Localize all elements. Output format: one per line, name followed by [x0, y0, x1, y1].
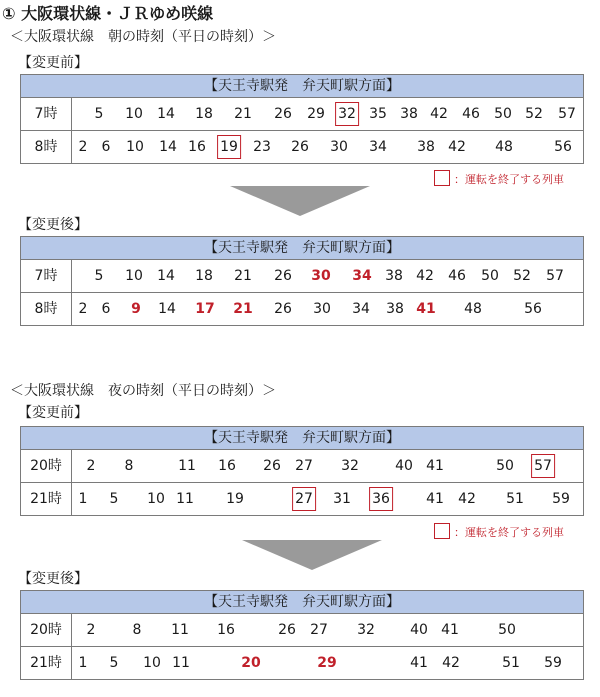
departure-time: 34 — [352, 301, 370, 317]
departure-time: 1 — [78, 491, 88, 507]
departure-time: 14 — [158, 301, 176, 317]
departure-time: 42 — [442, 655, 460, 671]
hour-label: 21時 — [21, 483, 72, 515]
ended-train-legend-box — [434, 523, 450, 539]
hour-label: 7時 — [21, 98, 72, 130]
departure-time: 31 — [333, 491, 351, 507]
departure-time: 1 — [78, 655, 88, 671]
hour-label: 8時 — [21, 131, 72, 163]
departure-time: 48 — [495, 139, 513, 155]
table-row — [21, 130, 583, 163]
departure-time: 5 — [94, 268, 104, 284]
table-row — [21, 646, 583, 679]
hour-label: 8時 — [21, 293, 72, 325]
departure-time: 26 — [291, 139, 309, 155]
departure-time: 38 — [400, 106, 418, 122]
departure-time: 48 — [464, 301, 482, 317]
departure-time: 57 — [546, 268, 564, 284]
hour-label: 20時 — [21, 614, 72, 646]
departure-time: 56 — [524, 301, 542, 317]
table-header: 【天王寺駅発 弁天町駅方面】 — [21, 237, 583, 260]
departure-time: 2 — [86, 622, 96, 638]
departure-time: 32 — [357, 622, 375, 638]
departure-time: 6 — [101, 139, 111, 155]
departure-time: 18 — [195, 106, 213, 122]
departure-time: 2 — [78, 301, 88, 317]
departure-time: 50 — [496, 458, 514, 474]
ended-departure-time: 57 — [531, 450, 555, 482]
legend-text: ：運転を終了する列車 — [454, 173, 564, 186]
down-arrow-icon — [242, 540, 382, 570]
ended-departure-time: 27 — [292, 483, 316, 515]
departure-time: 21 — [234, 268, 252, 284]
departure-time: 40 — [395, 458, 413, 474]
departure-time: 8 — [132, 622, 142, 638]
page-title: ① 大阪環状線・ＪＲゆめ咲線 — [2, 4, 214, 23]
departure-time: 10 — [143, 655, 161, 671]
departure-time: 30 — [330, 139, 348, 155]
departure-time: 50 — [481, 268, 499, 284]
hour-label: 7時 — [21, 260, 72, 292]
departure-time: 21 — [234, 106, 252, 122]
departure-time: 11 — [171, 622, 189, 638]
departure-time: 59 — [544, 655, 562, 671]
ended-departure-time: 36 — [369, 483, 393, 515]
departure-time: 50 — [494, 106, 512, 122]
legend-text: ：運転を終了する列車 — [454, 526, 564, 539]
departure-time: 42 — [458, 491, 476, 507]
departure-time: 57 — [558, 106, 576, 122]
departure-time: 56 — [554, 139, 572, 155]
table-row — [21, 450, 583, 482]
departure-time: 18 — [195, 268, 213, 284]
table-row — [21, 482, 583, 515]
departure-time: 2 — [86, 458, 96, 474]
departure-time: 51 — [506, 491, 524, 507]
departure-time: 41 — [426, 458, 444, 474]
departure-time: 42 — [416, 268, 434, 284]
down-arrow-icon — [230, 186, 370, 216]
departure-time: 40 — [410, 622, 428, 638]
departure-time: 14 — [159, 139, 177, 155]
departure-time: 14 — [157, 106, 175, 122]
table-row — [21, 292, 583, 325]
departure-time: 42 — [448, 139, 466, 155]
departure-time: 52 — [513, 268, 531, 284]
departure-time: 41 — [426, 491, 444, 507]
departure-time: 32 — [341, 458, 359, 474]
table-header: 【天王寺駅発 弁天町駅方面】 — [21, 591, 583, 614]
departure-time: 41 — [410, 655, 428, 671]
departure-time: 26 — [274, 268, 292, 284]
departure-time: 38 — [417, 139, 435, 155]
departure-time: 46 — [462, 106, 480, 122]
departure-time: 42 — [430, 106, 448, 122]
ended-departure-time: 19 — [217, 131, 241, 163]
morning-after-label: 【変更後】 — [18, 217, 88, 233]
evening-after-table — [20, 590, 584, 680]
hour-label: 21時 — [21, 647, 72, 679]
departure-time: 2 — [78, 139, 88, 155]
departure-time: 38 — [386, 301, 404, 317]
departure-time: 5 — [94, 106, 104, 122]
changed-departure-time: 34 — [352, 268, 372, 284]
table-row — [21, 260, 583, 292]
departure-time: 8 — [124, 458, 134, 474]
departure-time: 51 — [502, 655, 520, 671]
changed-departure-time: 29 — [317, 655, 337, 671]
changed-departure-time: 17 — [195, 301, 215, 317]
departure-time: 52 — [525, 106, 543, 122]
ended-train-legend-box — [434, 170, 450, 186]
morning-before-label: 【変更前】 — [18, 55, 88, 71]
departure-time: 41 — [441, 622, 459, 638]
departure-time: 10 — [147, 491, 165, 507]
departure-time: 34 — [369, 139, 387, 155]
departure-time: 30 — [313, 301, 331, 317]
table-row — [21, 614, 583, 646]
morning-subtitle: ＜大阪環状線 朝の時刻（平日の時刻）＞ — [10, 29, 276, 45]
morning-after-table — [20, 236, 584, 326]
departure-time: 26 — [274, 301, 292, 317]
hour-label: 20時 — [21, 450, 72, 482]
departure-time: 11 — [172, 655, 190, 671]
departure-time: 11 — [178, 458, 196, 474]
changed-departure-time: 41 — [416, 301, 436, 317]
departure-time: 6 — [101, 301, 111, 317]
departure-time: 35 — [369, 106, 387, 122]
departure-time: 26 — [274, 106, 292, 122]
departure-time: 5 — [109, 491, 119, 507]
departure-time: 19 — [226, 491, 244, 507]
departure-time: 29 — [307, 106, 325, 122]
departure-time: 10 — [125, 268, 143, 284]
departure-time: 27 — [295, 458, 313, 474]
changed-departure-time: 30 — [311, 268, 331, 284]
evening-before-label: 【変更前】 — [18, 405, 88, 421]
departure-time: 16 — [218, 458, 236, 474]
departure-time: 27 — [310, 622, 328, 638]
departure-time: 11 — [176, 491, 194, 507]
departure-time: 14 — [157, 268, 175, 284]
morning-before-table — [20, 74, 584, 164]
evening-subtitle: ＜大阪環状線 夜の時刻（平日の時刻）＞ — [10, 383, 276, 399]
departure-time: 16 — [217, 622, 235, 638]
departure-time: 10 — [125, 106, 143, 122]
departure-time: 38 — [385, 268, 403, 284]
ended-departure-time: 32 — [335, 98, 359, 130]
table-header: 【天王寺駅発 弁天町駅方面】 — [21, 427, 583, 450]
departure-time: 10 — [126, 139, 144, 155]
changed-departure-time: 20 — [241, 655, 261, 671]
departure-time: 5 — [109, 655, 119, 671]
changed-departure-time: 21 — [233, 301, 253, 317]
table-header: 【天王寺駅発 弁天町駅方面】 — [21, 75, 583, 98]
departure-time: 50 — [498, 622, 516, 638]
changed-departure-time: 9 — [131, 301, 141, 317]
departure-time: 16 — [188, 139, 206, 155]
departure-time: 46 — [448, 268, 466, 284]
departure-time: 59 — [552, 491, 570, 507]
departure-time: 26 — [278, 622, 296, 638]
table-row — [21, 98, 583, 130]
departure-time: 23 — [253, 139, 271, 155]
evening-before-table — [20, 426, 584, 516]
evening-after-label: 【変更後】 — [18, 571, 88, 587]
departure-time: 26 — [263, 458, 281, 474]
